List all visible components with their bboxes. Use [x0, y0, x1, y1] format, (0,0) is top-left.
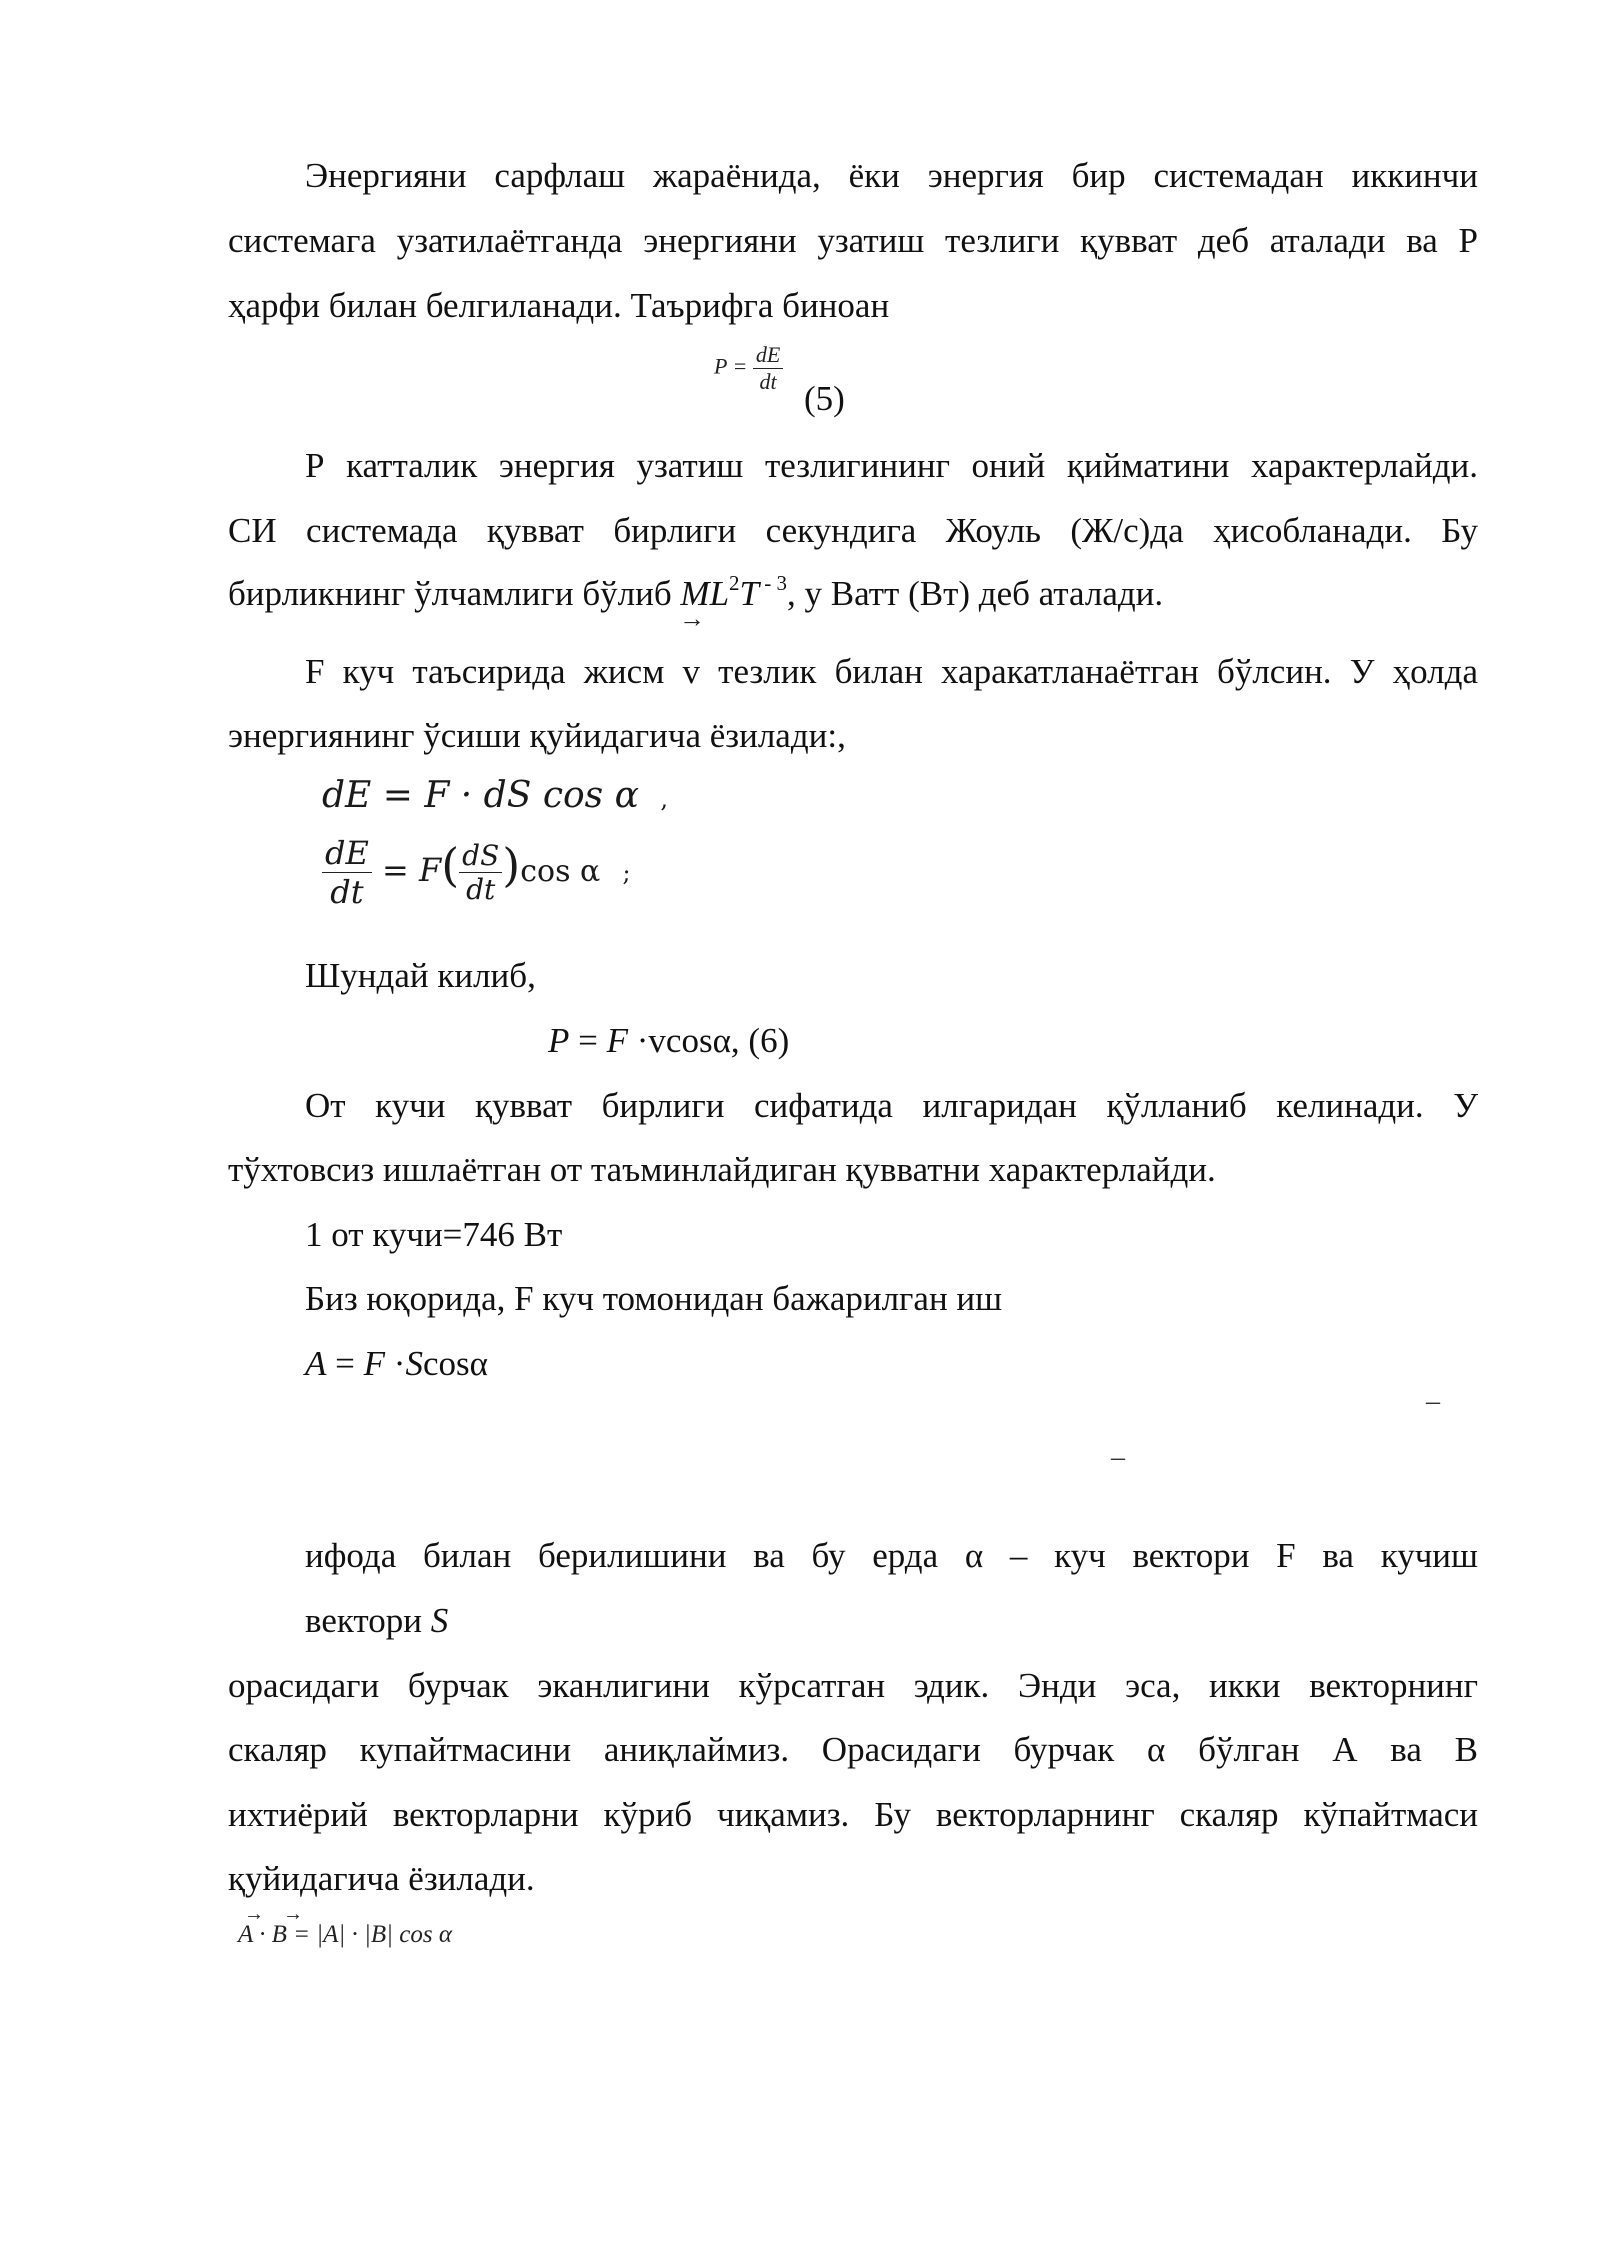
paragraph-6-line-2-S: S	[430, 1601, 449, 1640]
vector-arrow-mark: →	[679, 604, 705, 633]
paragraph-2-line-3-start: бирликнинг ўлчамлиги бўлиб	[228, 574, 681, 613]
paragraph-2-line-1: Р катталик энергия узатиш тезлигининг оний қийматини характерлайди.	[305, 446, 1478, 485]
vector-bar-mark-1: –	[1426, 1386, 1440, 1417]
formula-dE-fraction	[322, 834, 372, 911]
formula-work	[305, 1340, 1478, 1388]
paragraph-3-line-1: F куч таъсирида жисм v тезлик билан харакатланаётган бўлсин. У ҳолда	[305, 652, 1478, 691]
formula-dE-numerator: dE	[322, 834, 372, 873]
vector-arrow-B: →	[283, 1903, 303, 1925]
dimension-T: T	[739, 574, 760, 613]
formula-dE-inner-fraction	[459, 839, 502, 906]
formula-5	[714, 342, 783, 395]
paragraph-6-line-2-text: вектори	[305, 1601, 431, 1640]
formula-dE-mid: = F	[382, 851, 442, 889]
paragraph-5-line-1: От кучи қувват бирлиги сифатида илгаридан қўлланиб келинади. У	[305, 1086, 1478, 1125]
formula-dE-inner-denominator: dt	[466, 873, 496, 906]
formula-5-lhs: P =	[714, 353, 748, 379]
formula-work-dot: ·	[385, 1344, 406, 1383]
paragraph-6-line-4: скаляр купайтмасини аниқлаймиз. Орасидаги бурчак α бўлган А ва В	[228, 1730, 1478, 1769]
paragraph-2-line-2: СИ системада қувват бирлиги секундига Жоуль (Ж/с)да ҳисобланади. Бу	[228, 511, 1478, 550]
paragraph-1-line-2: системага узатилаётганда энергияни узатиш тезлиги қувват деб аталади ва Р	[228, 221, 1478, 260]
formula-work-rest: cosα	[422, 1344, 488, 1383]
paragraph-5-line-2: тўхтовсиз ишлаётган от таъминлайдиган қувватни характерлайди.	[228, 1150, 1216, 1189]
formula-work-A: A	[305, 1344, 327, 1383]
paragraph-4-line-1: Шундай килиб,	[305, 956, 536, 995]
formula-6-rest: ·vcosα, (6)	[628, 1021, 790, 1060]
formula-5-numerator: dE	[753, 342, 783, 369]
formula-6-eq: =	[569, 1021, 607, 1060]
paragraph-1-line-1: Энергияни сарфлаш жараёнида, ёки энергия бир системадан иккинчи	[305, 156, 1478, 195]
formula-dE-tail: cos α	[520, 854, 601, 889]
paragraph-6-line-5: ихтиёрий векторларни кўриб чиқамиз. Бу векторларнинг скаляр кўпайтмаси	[228, 1795, 1478, 1834]
paragraph-1-line-3: ҳарфи билан белгиланади. Таърифга биноан	[228, 286, 890, 325]
formula-dE-inner-numerator: dS	[459, 839, 502, 873]
paragraph-6-line-6: қуйидагича ёзилади.	[228, 1859, 535, 1898]
paragraph-3-line-2: энергиянинг ўсиши қуйидагича ёзилади:,	[228, 716, 846, 755]
vector-bar-mark-2: –	[1111, 1442, 1125, 1473]
dimension-exp-3: - 3	[759, 571, 788, 595]
dimension-ML: ML	[680, 574, 730, 613]
paragraph-2-line-3	[228, 570, 1478, 618]
formula-scalar-product: A · B = |A| · |B| cos α	[238, 1921, 452, 1948]
formula-dE-eq1-punct: ,	[660, 785, 668, 813]
dimension-exp-2: 2	[729, 571, 740, 595]
formula-5-fraction	[753, 342, 783, 395]
vector-arrow-A: →	[244, 1903, 264, 1925]
formula-5-denominator: dt	[759, 369, 777, 394]
paragraph-6-line-2	[305, 1597, 1478, 1645]
paragraph-6-line-3: орасидаги бурчак эканлигини кўрсатган эдик. Энди эса, икки векторнинг	[228, 1666, 1478, 1705]
formula-work-F: F	[363, 1344, 386, 1383]
formula-work-eq: =	[326, 1344, 364, 1383]
paragraph-6-line-1-text: ифода билан берилишини ва бу ерда α – куч вектори F ва кучиш	[305, 1536, 1478, 1575]
formula-5-tag: (5)	[804, 379, 845, 418]
paragraph-6-line-1	[305, 1532, 1478, 1580]
formula-dE-line-2: $\frac{dE}{dt}$ = F( $\frac{dS}{dt}$ )cos α ;	[322, 834, 631, 911]
formula-dE-denominator: dt	[330, 873, 364, 911]
paragraph-5-line-4: Биз юқорида, F куч томонидан бажарилган иш	[305, 1279, 1003, 1318]
paragraph-5-line-3: 1 от кучи=746 Вт	[305, 1215, 563, 1254]
formula-work-S: S	[405, 1344, 423, 1383]
formula-6-P: P	[548, 1021, 570, 1060]
formula-dE-line-1	[322, 775, 668, 816]
formula-6	[548, 1017, 1148, 1065]
formula-dE-eq2-punct: ;	[622, 859, 631, 887]
formula-dE-eq1: dE = F · dS cos α	[322, 775, 639, 816]
formula-6-F: F	[606, 1021, 629, 1060]
paragraph-2-line-3-end: , у Ватт (Вт) деб аталади.	[787, 574, 1164, 613]
